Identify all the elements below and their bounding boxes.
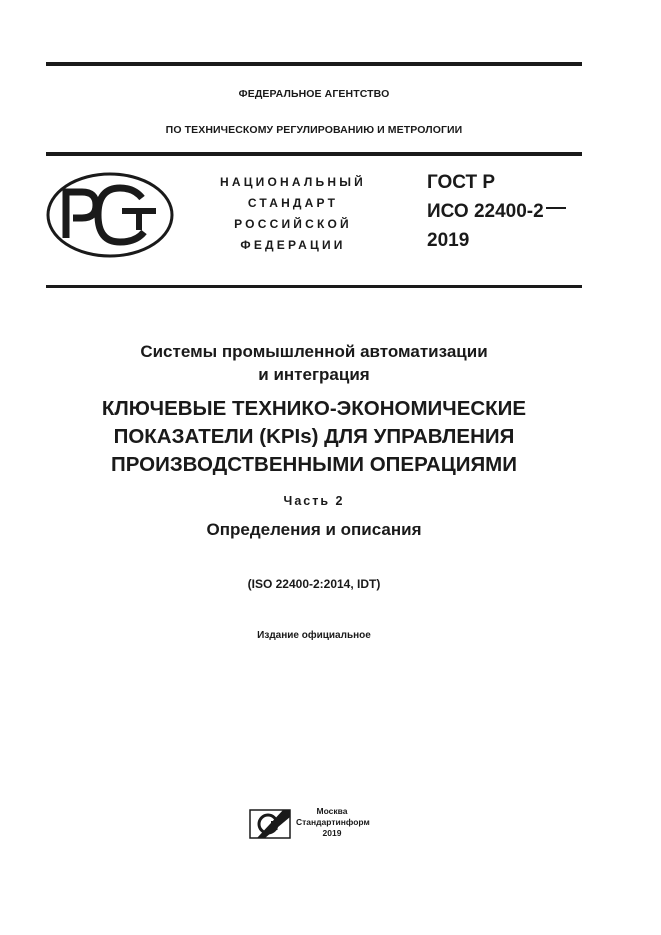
main-title [46, 395, 582, 479]
designation-dash [546, 207, 566, 209]
publisher-year: 2019 [322, 828, 342, 838]
standard-designation [427, 168, 566, 255]
designation-line-1: ГОСТ Р [427, 172, 496, 193]
main-title-line-3: ПРОИЗВОДСТВЕННЫМИ ОПЕРАЦИЯМИ [111, 453, 517, 476]
rst-certification-mark-icon [46, 172, 176, 258]
standard-type [200, 172, 386, 256]
title-rule [46, 285, 582, 288]
standard-type-line-4: ФЕДЕРАЦИИ [240, 238, 346, 252]
iso-reference: (ISO 22400-2:2014, IDT) [247, 577, 381, 591]
header-rule [46, 152, 582, 156]
edition-note: Издание официальное [257, 630, 371, 641]
designation-line-2: ИСО 22400-2 [427, 201, 544, 222]
subtitle-line-2: и интеграция [258, 365, 370, 384]
main-title-line-2: ПОКАЗАТЕЛИ (KPIs) ДЛЯ УПРАВЛЕНИЯ [113, 425, 515, 448]
subtitle [46, 340, 582, 386]
top-rule [46, 62, 582, 66]
publisher-city: Москва [316, 806, 348, 816]
standard-type-line-1: НАЦИОНАЛЬНЫЙ [219, 175, 367, 189]
agency-line-1: ФЕДЕРАЛЬНОЕ АГЕНТСТВО [238, 88, 390, 100]
agency-line-2: ПО ТЕХНИЧЕСКОМУ РЕГУЛИРОВАНИЮ И МЕТРОЛОГИИ [165, 124, 463, 136]
main-title-line-1: КЛЮЧЕВЫЕ ТЕХНИКО-ЭКОНОМИЧЕСКИЕ [101, 397, 527, 420]
subtitle-line-1: Системы промышленной автоматизации [140, 342, 488, 361]
standartinform-logo-icon [249, 809, 291, 839]
standard-type-line-3: РОССИЙСКОЙ [234, 217, 352, 231]
part-number: Часть 2 [283, 494, 345, 508]
standard-type-line-2: СТАНДАРТ [247, 196, 339, 210]
designation-line-3: 2019 [427, 230, 470, 251]
publisher-name: Стандартинформ [296, 817, 370, 827]
part-name: Определения и описания [206, 520, 422, 539]
publisher-block [296, 806, 368, 839]
